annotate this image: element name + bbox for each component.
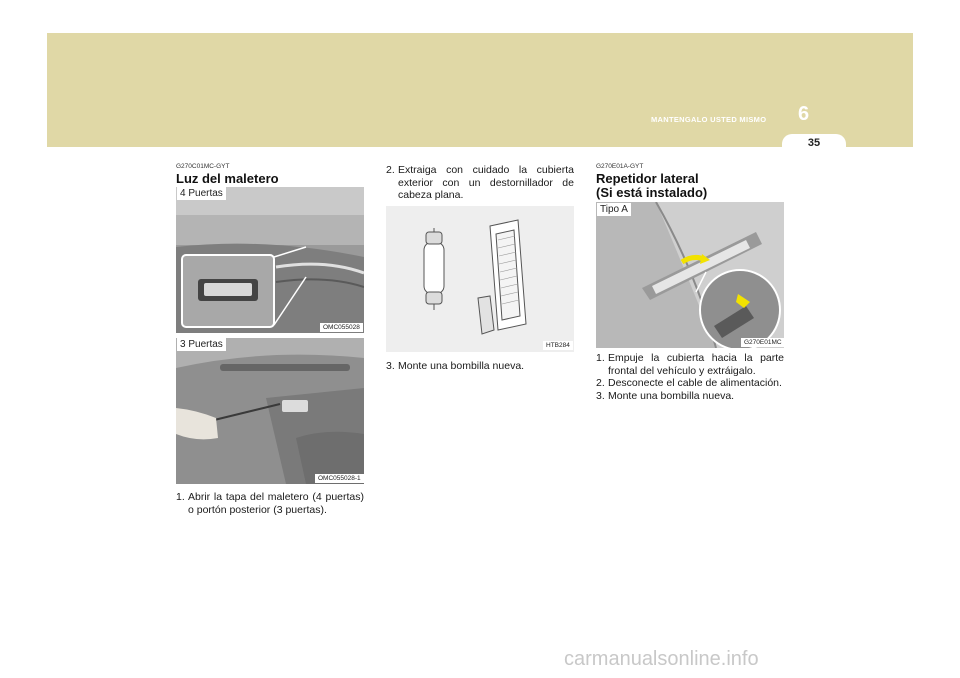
header-band <box>47 33 913 147</box>
section-code: G270C01MC-GYT <box>176 163 230 170</box>
list-item: 1. Empuje la cubierta hacia la parte frontal del vehículo y extráigalo. <box>596 352 784 377</box>
list-item: 3. Monte una bombilla nueva. <box>596 389 735 402</box>
step-list <box>386 360 574 373</box>
figure-code: OMC055028-1 <box>315 474 364 483</box>
list-item: 2. Desconecte el cable de alimentación. <box>596 377 782 389</box>
door-count-tag: 4 Puertas <box>177 187 226 200</box>
list-item: 1. Abrir la tapa del maletero (4 puertas) o portón posterior (3 puertas). <box>176 491 364 516</box>
step-list <box>176 491 364 516</box>
step-list <box>386 164 574 202</box>
side-repeater-photo <box>596 202 784 348</box>
footer-watermark: carmanualsonline.info <box>564 648 759 670</box>
section-title: Luz del maletero <box>176 171 279 186</box>
figure-code: G270E01MC <box>741 338 785 347</box>
chapter-number: 6 <box>798 103 810 125</box>
section-code: G270E01A-GYT <box>596 163 644 170</box>
door-count-tag: 3 Puertas <box>177 338 226 351</box>
figure-code: OMC055028 <box>320 323 363 332</box>
page-number: 35 <box>807 137 821 149</box>
step-list <box>596 352 784 402</box>
trunk-light-photo-4door <box>176 187 364 333</box>
trunk-light-photo-3door <box>176 338 364 484</box>
list-item: 2. Extraiga con cuidado la cubierta exterior con un destornillador de cabeza plana. <box>386 164 574 201</box>
chapter-title: MANTENGALO USTED MISMO <box>651 115 767 124</box>
type-tag: Tipo A <box>597 203 631 216</box>
bulb-and-cover-illustration <box>386 206 574 352</box>
list-item: 3. Monte una bombilla nueva. <box>386 360 525 372</box>
figure-code: HTB284 <box>543 341 573 350</box>
section-title: Repetidor lateral (Si está instalado) <box>596 171 708 200</box>
